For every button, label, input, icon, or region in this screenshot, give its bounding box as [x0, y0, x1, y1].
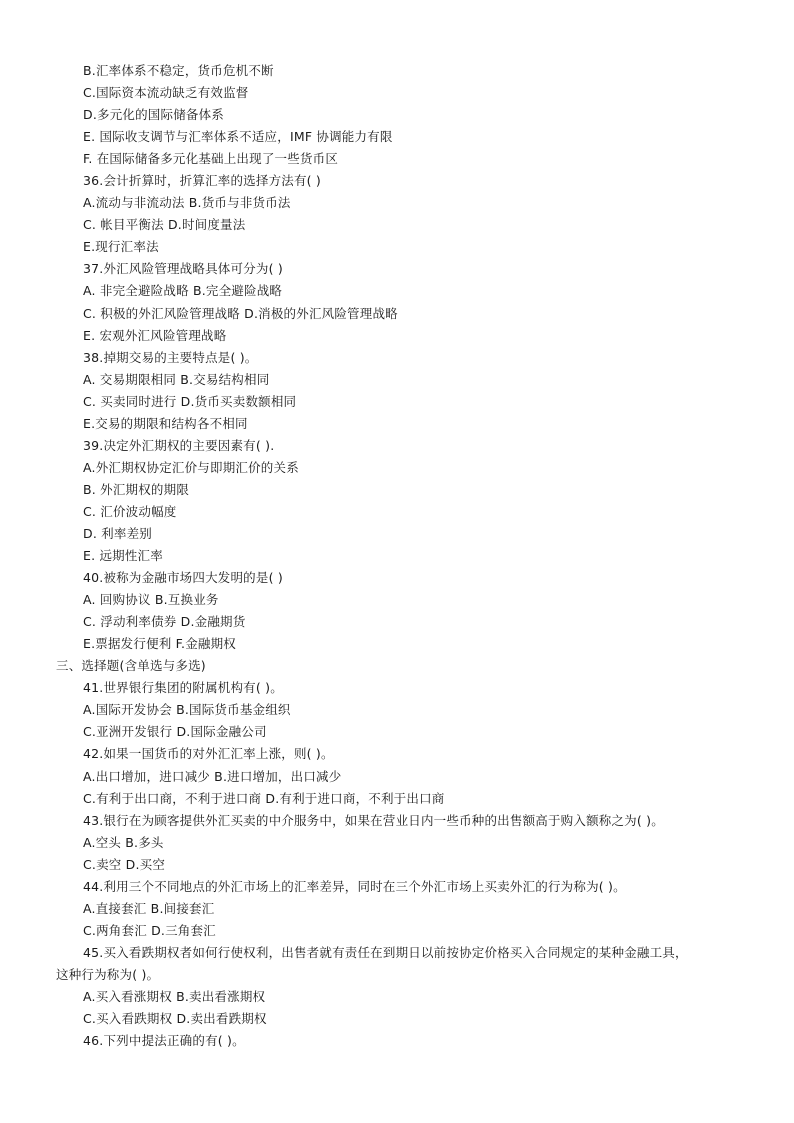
text-line: E. 宏观外汇风险管理战略 [83, 327, 227, 343]
section-heading: 三、选择题(含单选与多选) [56, 658, 206, 674]
text-line: A. 交易期限相同 B.交易结构相同 [83, 371, 270, 387]
text-line: C. 帐目平衡法 D.时间度量法 [83, 217, 246, 233]
text-line: D.多元化的国际储备体系 [83, 107, 224, 123]
text-line: E.票据发行便利 F.金融期权 [83, 636, 237, 652]
text-line: A. 非完全避险战略 B.完全避险战略 [83, 283, 283, 299]
text-line: E. 远期性汇率 [83, 548, 163, 564]
text-line: A.买入看涨期权 B.卖出看涨期权 [83, 988, 266, 1004]
text-line: C. 买卖同时进行 D.货币买卖数额相同 [83, 393, 297, 409]
text-line: 38.掉期交易的主要特点是( )。 [83, 349, 258, 365]
text-line: D. 利率差别 [83, 525, 152, 541]
text-line: 46.下列中提法正确的有( )。 [83, 1033, 245, 1049]
text-line: A.外汇期权协定汇价与即期汇价的关系 [83, 459, 299, 475]
text-line: 45.买入看跌期权者如何行使权利，出售者就有责任在到期日以前按协定价格买入合同规定的某种金融工具， [83, 944, 688, 960]
text-line: 40.被称为金融市场四大发明的是( ) [83, 570, 283, 586]
text-line: B.汇率体系不稳定，货币危机不断 [83, 63, 274, 78]
text-line: E.现行汇率法 [83, 239, 159, 255]
text-line: C.两角套汇 D.三角套汇 [83, 922, 216, 938]
text-line: E. 国际收支调节与汇率体系不适应，IMF 协调能力有限 [83, 129, 393, 145]
text-line: A. 回购协议 B.互换业务 [83, 592, 219, 608]
text-line: A.流动与非流动法 B.货币与非货币法 [83, 195, 291, 211]
text-line: C. 汇价波动幅度 [83, 503, 177, 519]
text-line: A.直接套汇 B.间接套汇 [83, 900, 215, 916]
text-line: 36.会计折算时，折算汇率的选择方法有( ) [83, 173, 322, 189]
text-line: C. 积极的外汇风险管理战略 D.消极的外汇风险管理战略 [83, 305, 398, 321]
text-line: C.亚洲开发银行 D.国际金融公司 [83, 724, 267, 740]
text-line: A.国际开发协会 B.国际货币基金组织 [83, 702, 291, 718]
text-line: C.买入看跌期权 D.卖出看跌期权 [83, 1011, 267, 1027]
text-line: F. 在国际储备多元化基础上出现了一些货币区 [83, 151, 339, 167]
text-line: 41.世界银行集团的附属机构有( )。 [83, 680, 283, 696]
text-line: A.出口增加，进口减少 B.进口增加，出口减少 [83, 768, 342, 784]
text-line: 44.利用三个不同地点的外汇市场上的汇率差异，同时在三个外汇市场上买卖外汇的行为称为( )。 [83, 878, 626, 894]
text-line: 39.决定外汇期权的主要因素有( ). [83, 437, 275, 453]
text-line: 42.如果一国货币的对外汇汇率上涨，则( )。 [83, 746, 334, 762]
text-line: C.国际资本流动缺乏有效监督 [83, 85, 249, 101]
text-line: C.有利于出口商，不利于进口商 D.有利于进口商，不利于出口商 [83, 790, 445, 806]
text-line: C. 浮动利率债券 D.金融期货 [83, 614, 246, 630]
text-line: 37.外汇风险管理战略具体可分为( ) [83, 261, 283, 277]
text-line: 这种行为称为( )。 [56, 966, 160, 982]
document-page [0, 60, 794, 1052]
text-line: 43.银行在为顾客提供外汇买卖的中介服务中，如果在营业日内一些币种的出售额高于购入额称之为( )。 [83, 812, 664, 828]
text-line: A.空头 B.多头 [83, 834, 164, 850]
text-line: C.卖空 D.买空 [83, 856, 166, 872]
text-line: E.交易的期限和结构各不相同 [83, 415, 248, 431]
text-line: B. 外汇期权的期限 [83, 481, 190, 497]
